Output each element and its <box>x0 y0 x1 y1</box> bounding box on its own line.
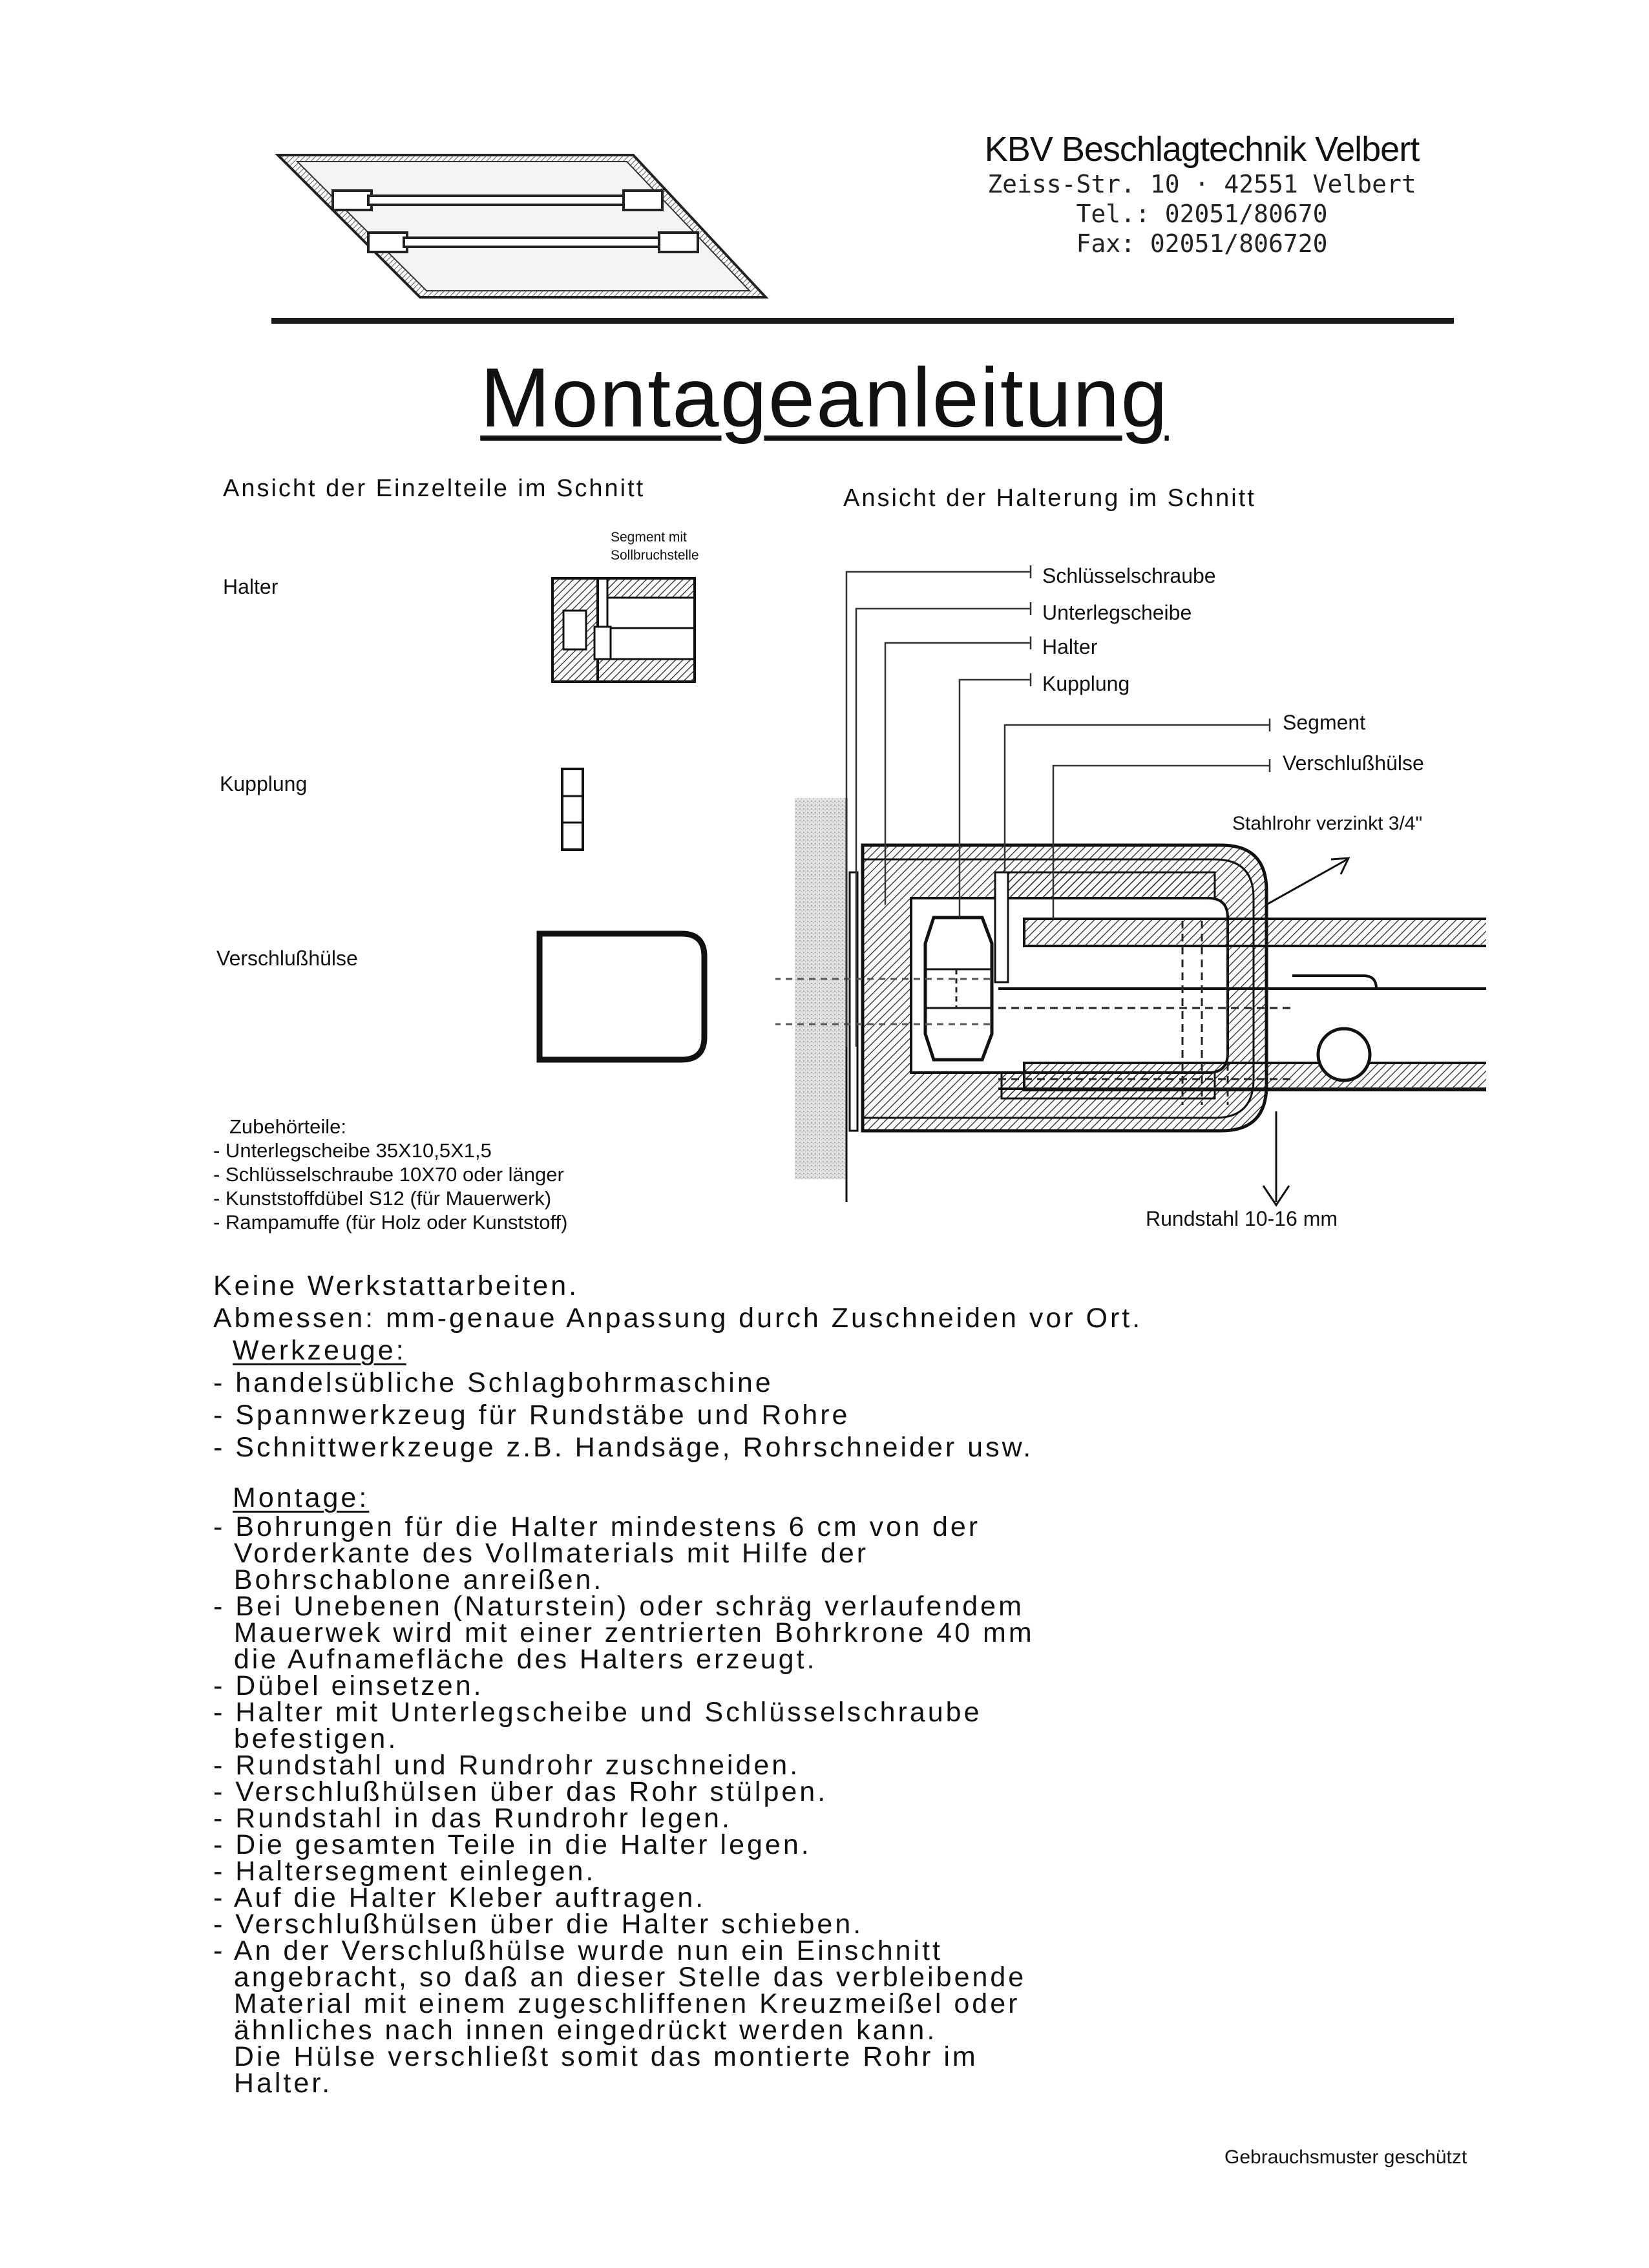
assembly-line: Mauerwek wird mit einer zentrierten Bohrkrone 40 mm <box>213 1617 1035 1648</box>
steel-pipe <box>1024 919 1486 946</box>
pipe-label: Stahlrohr verzinkt 3/4" <box>1232 813 1423 834</box>
tools-heading: Werkzeuge: <box>233 1335 406 1366</box>
rod-label: Rundstahl 10-16 mm <box>1146 1207 1338 1230</box>
assembly-line: - Rundstahl in das Rundrohr legen. <box>213 1803 732 1834</box>
company-phone: Tel.: 02051/80670 <box>1076 200 1328 228</box>
company-address: Zeiss-Str. 10 · 42551 Velbert <box>987 170 1416 198</box>
tools-item: - handelsübliche Schlagbohrmaschine <box>213 1367 773 1398</box>
verschlusshuelse-drawing <box>540 934 704 1060</box>
assembly-line: - Rundstahl und Rundrohr zuschneiden. <box>213 1750 801 1781</box>
part-label-halter: Halter <box>223 575 278 598</box>
assembly-line: - An der Verschlußhülse wurde nun ein Einschnitt <box>213 1935 943 1966</box>
part-label-kupplung: Kupplung <box>220 772 308 795</box>
tools-item: - Schnittwerkzeuge z.B. Handsäge, Rohrschneider usw. <box>213 1432 1034 1463</box>
assembly-line: - Auf die Halter Kleber auftragen. <box>213 1882 706 1913</box>
assembly-line: Halter. <box>213 2068 333 2099</box>
assembly-list <box>213 1511 1142 2099</box>
segment-note-line1: Segment mit <box>611 530 687 545</box>
assembly-line: die Aufnamefläche des Halters erzeugt. <box>213 1644 817 1675</box>
page-title: Montageanleitung <box>480 350 1169 445</box>
wall <box>795 798 846 1179</box>
assembly-line: - Bei Unebenen (Naturstein) oder schräg verlaufendem <box>213 1591 1024 1622</box>
header-divider <box>271 318 1454 324</box>
assembly-line: angebracht, so daß an dieser Stelle das verbleibende <box>213 1962 1027 1993</box>
part-label-verschlusshuelse: Verschlußhülse <box>216 947 358 970</box>
assembly-line: - Die gesamten Teile in die Halter legen. <box>213 1829 812 1860</box>
assembly-heading: Montage: <box>233 1482 370 1513</box>
tools-item: - Spannwerkzeug für Rundstäbe und Rohre <box>213 1400 850 1431</box>
assembly-line: Bohrschablone anreißen. <box>213 1564 604 1595</box>
company-block <box>976 129 1428 258</box>
segment-note <box>611 529 699 565</box>
right-section-heading: Ansicht der Halterung im Schnitt <box>843 485 1256 512</box>
callout-schluesselschraube: Schlüsselschraube <box>1042 564 1216 587</box>
assembly-line: - Verschlußhülsen über das Rohr stülpen. <box>213 1776 828 1807</box>
footer-note: Gebrauchsmuster geschützt <box>1224 2147 1467 2168</box>
instructions-body <box>213 1270 1142 2097</box>
halter-drawing <box>552 578 695 682</box>
company-name: KBV Beschlagtechnik Velbert <box>984 130 1420 169</box>
coupling <box>925 918 992 1060</box>
assembly-line: - Bohrungen für die Halter mindestens 6 cm von der <box>213 1511 981 1542</box>
accessory-item: - Rampamuffe (für Holz oder Kunststoff) <box>213 1211 568 1234</box>
accessories-heading: Zubehörteile: <box>229 1115 346 1138</box>
accessory-item: - Kunststoffdübel S12 (für Mauerwerk) <box>213 1187 552 1210</box>
intro-line-1: Keine Werkstattarbeiten. <box>213 1270 580 1301</box>
callout-halter: Halter <box>1042 635 1098 658</box>
callout-segment: Segment <box>1283 711 1366 734</box>
rod-end <box>1318 1029 1370 1080</box>
assembly-line: befestigen. <box>213 1723 399 1754</box>
left-section-heading: Ansicht der Einzelteile im Schnitt <box>223 475 646 502</box>
callout-kupplung: Kupplung <box>1042 672 1130 695</box>
callout-unterlegscheibe: Unterlegscheibe <box>1042 601 1192 624</box>
assembly-line: - Dübel einsetzen. <box>213 1670 484 1701</box>
assembly-line: Vorderkante des Vollmaterials mit Hilfe der <box>213 1538 869 1569</box>
assembly-line: Die Hülse verschließt somit das montierte Rohr im <box>213 2041 978 2072</box>
assembly-line: - Verschlußhülsen über die Halter schieben. <box>213 1909 864 1940</box>
parts-drawings <box>517 562 775 1079</box>
assembly-cross-section <box>775 556 1486 1254</box>
tools-list <box>213 1367 1142 1464</box>
callout-verschlusshuelse: Verschlußhülse <box>1283 751 1424 775</box>
assembly-line: ähnliches nach innen eingedrückt werden kann. <box>213 2015 938 2046</box>
accessories-block <box>213 1115 567 1234</box>
company-fax: Fax: 02051/806720 <box>1076 229 1328 258</box>
assembly-line: - Halter mit Unterlegscheibe und Schlüsselschraube <box>213 1697 982 1728</box>
assembly-line: Material mit einem zugeschliffenen Kreuzmeißel oder <box>213 1988 1020 2019</box>
leader-ticks <box>1031 565 1270 772</box>
intro-line-2: Abmessen: mm-genaue Anpassung durch Zuschneiden vor Ort. <box>213 1303 1143 1334</box>
accessory-item: - Unterlegscheibe 35X10,5X1,5 <box>213 1139 492 1162</box>
assembly-line: - Haltersegment einlegen. <box>213 1856 596 1887</box>
company-logo <box>271 145 775 307</box>
segment-note-line2: Sollbruchstelle <box>611 548 699 563</box>
kupplung-drawing <box>562 769 583 850</box>
accessory-item: - Schlüsselschraube 10X70 oder länger <box>213 1163 564 1186</box>
